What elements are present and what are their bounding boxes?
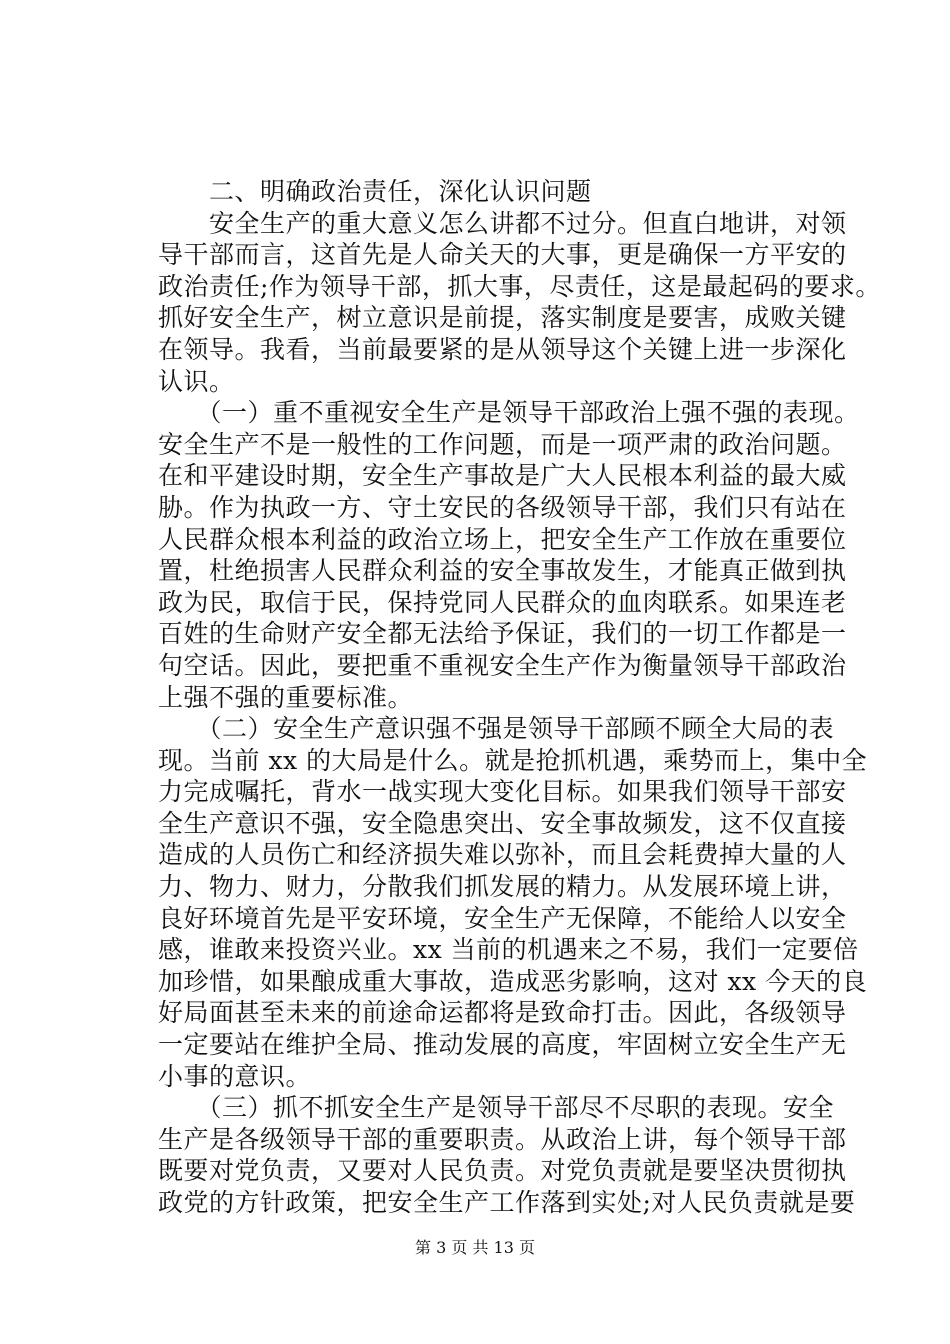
text-line: 加珍惜，如果酿成重大事故，造成恶劣影响，这对 xx 今天的良	[158, 966, 868, 996]
text-line: 好局面甚至未来的前途命运都将是致命打击。因此，各级领导	[158, 998, 847, 1028]
text-line: 认识。	[158, 366, 235, 396]
text-line: 良好环境首先是平安环境，安全生产无保障，不能给人以安全	[158, 903, 847, 933]
text-line: 力、物力、财力，分散我们抓发展的精力。从发展环境上讲，	[158, 872, 847, 902]
text-line: （一）重不重视安全生产是领导干部政治上强不强的表现。	[158, 398, 860, 428]
text-line: 感，谁敢来投资兴业。xx 当前的机遇来之不易，我们一定要倍	[158, 935, 859, 965]
text-line: 人民群众根本利益的政治立场上，把安全生产工作放在重要位	[158, 524, 847, 554]
text-line: 二、明确政治责任，深化认识问题	[158, 177, 592, 206]
text-line: 安全生产不是一般性的工作问题，而是一项严肃的政治问题。	[158, 429, 847, 459]
text-line: 现。当前 xx 的大局是什么。就是抢抓机遇，乘势而上，集中全	[158, 745, 868, 775]
text-line: （三）抓不抓安全生产是领导干部尽不尽职的表现。安全	[158, 1093, 835, 1123]
text-line: 造成的人员伤亡和经济损失难以弥补，而且会耗费掉大量的人	[158, 840, 847, 870]
text-line: 政治责任;作为领导干部，抓大事，尽责任，这是最起码的要求。	[158, 271, 881, 301]
text-line: 政为民，取信于民，保持党同人民群众的血肉联系。如果连老	[158, 587, 847, 617]
text-line: 生产是各级领导干部的重要职责。从政治上讲，每个领导干部	[158, 1124, 847, 1154]
text-line: 政党的方针政策，把安全生产工作落到实处;对人民负责就是要	[158, 1188, 856, 1217]
text-line: 力完成嘱托，背水一战实现大变化目标。如果我们领导干部安	[158, 777, 847, 807]
page-footer	[0, 1238, 950, 1258]
text-line: 全生产意识不强，安全隐患突出、安全事故频发，这不仅直接	[158, 808, 847, 838]
text-line: 在领导。我看，当前最要紧的是从领导这个关键上进一步深化	[158, 334, 847, 364]
text-line: 导干部而言，这首先是人命关天的大事，更是确保一方平安的	[158, 240, 847, 270]
text-line: 一定要站在维护全局、推动发展的高度，牢固树立安全生产无	[158, 1030, 847, 1060]
text-line: 在和平建设时期，安全生产事故是广大人民根本利益的最大威	[158, 461, 847, 491]
page-number-label: 第 3 页 共 13 页	[415, 1238, 535, 1257]
text-line: 抓好安全生产，树立意识是前提，落实制度是要害，成败关键	[158, 303, 847, 333]
text-line: 百姓的生命财产安全都无法给予保证，我们的一切工作都是一	[158, 619, 847, 649]
text-line: 上强不强的重要标准。	[158, 682, 414, 712]
text-line: （二）安全生产意识强不强是领导干部顾不顾全大局的表	[158, 714, 835, 744]
text-line: 安全生产的重大意义怎么讲都不过分。但直白地讲，对领	[158, 208, 847, 238]
document-body	[158, 176, 881, 1219]
text-line: 既要对党负责，又要对人民负责。对党负责就是要坚决贯彻执	[158, 1156, 847, 1186]
text-line: 置，杜绝损害人民群众利益的安全事故发生，才能真正做到执	[158, 556, 847, 586]
text-line: 句空话。因此，要把重不重视安全生产作为衡量领导干部政治	[158, 650, 847, 680]
text-line: 小事的意识。	[158, 1061, 312, 1091]
text-line: 胁。作为执政一方、守土安民的各级领导干部，我们只有站在	[158, 492, 847, 522]
